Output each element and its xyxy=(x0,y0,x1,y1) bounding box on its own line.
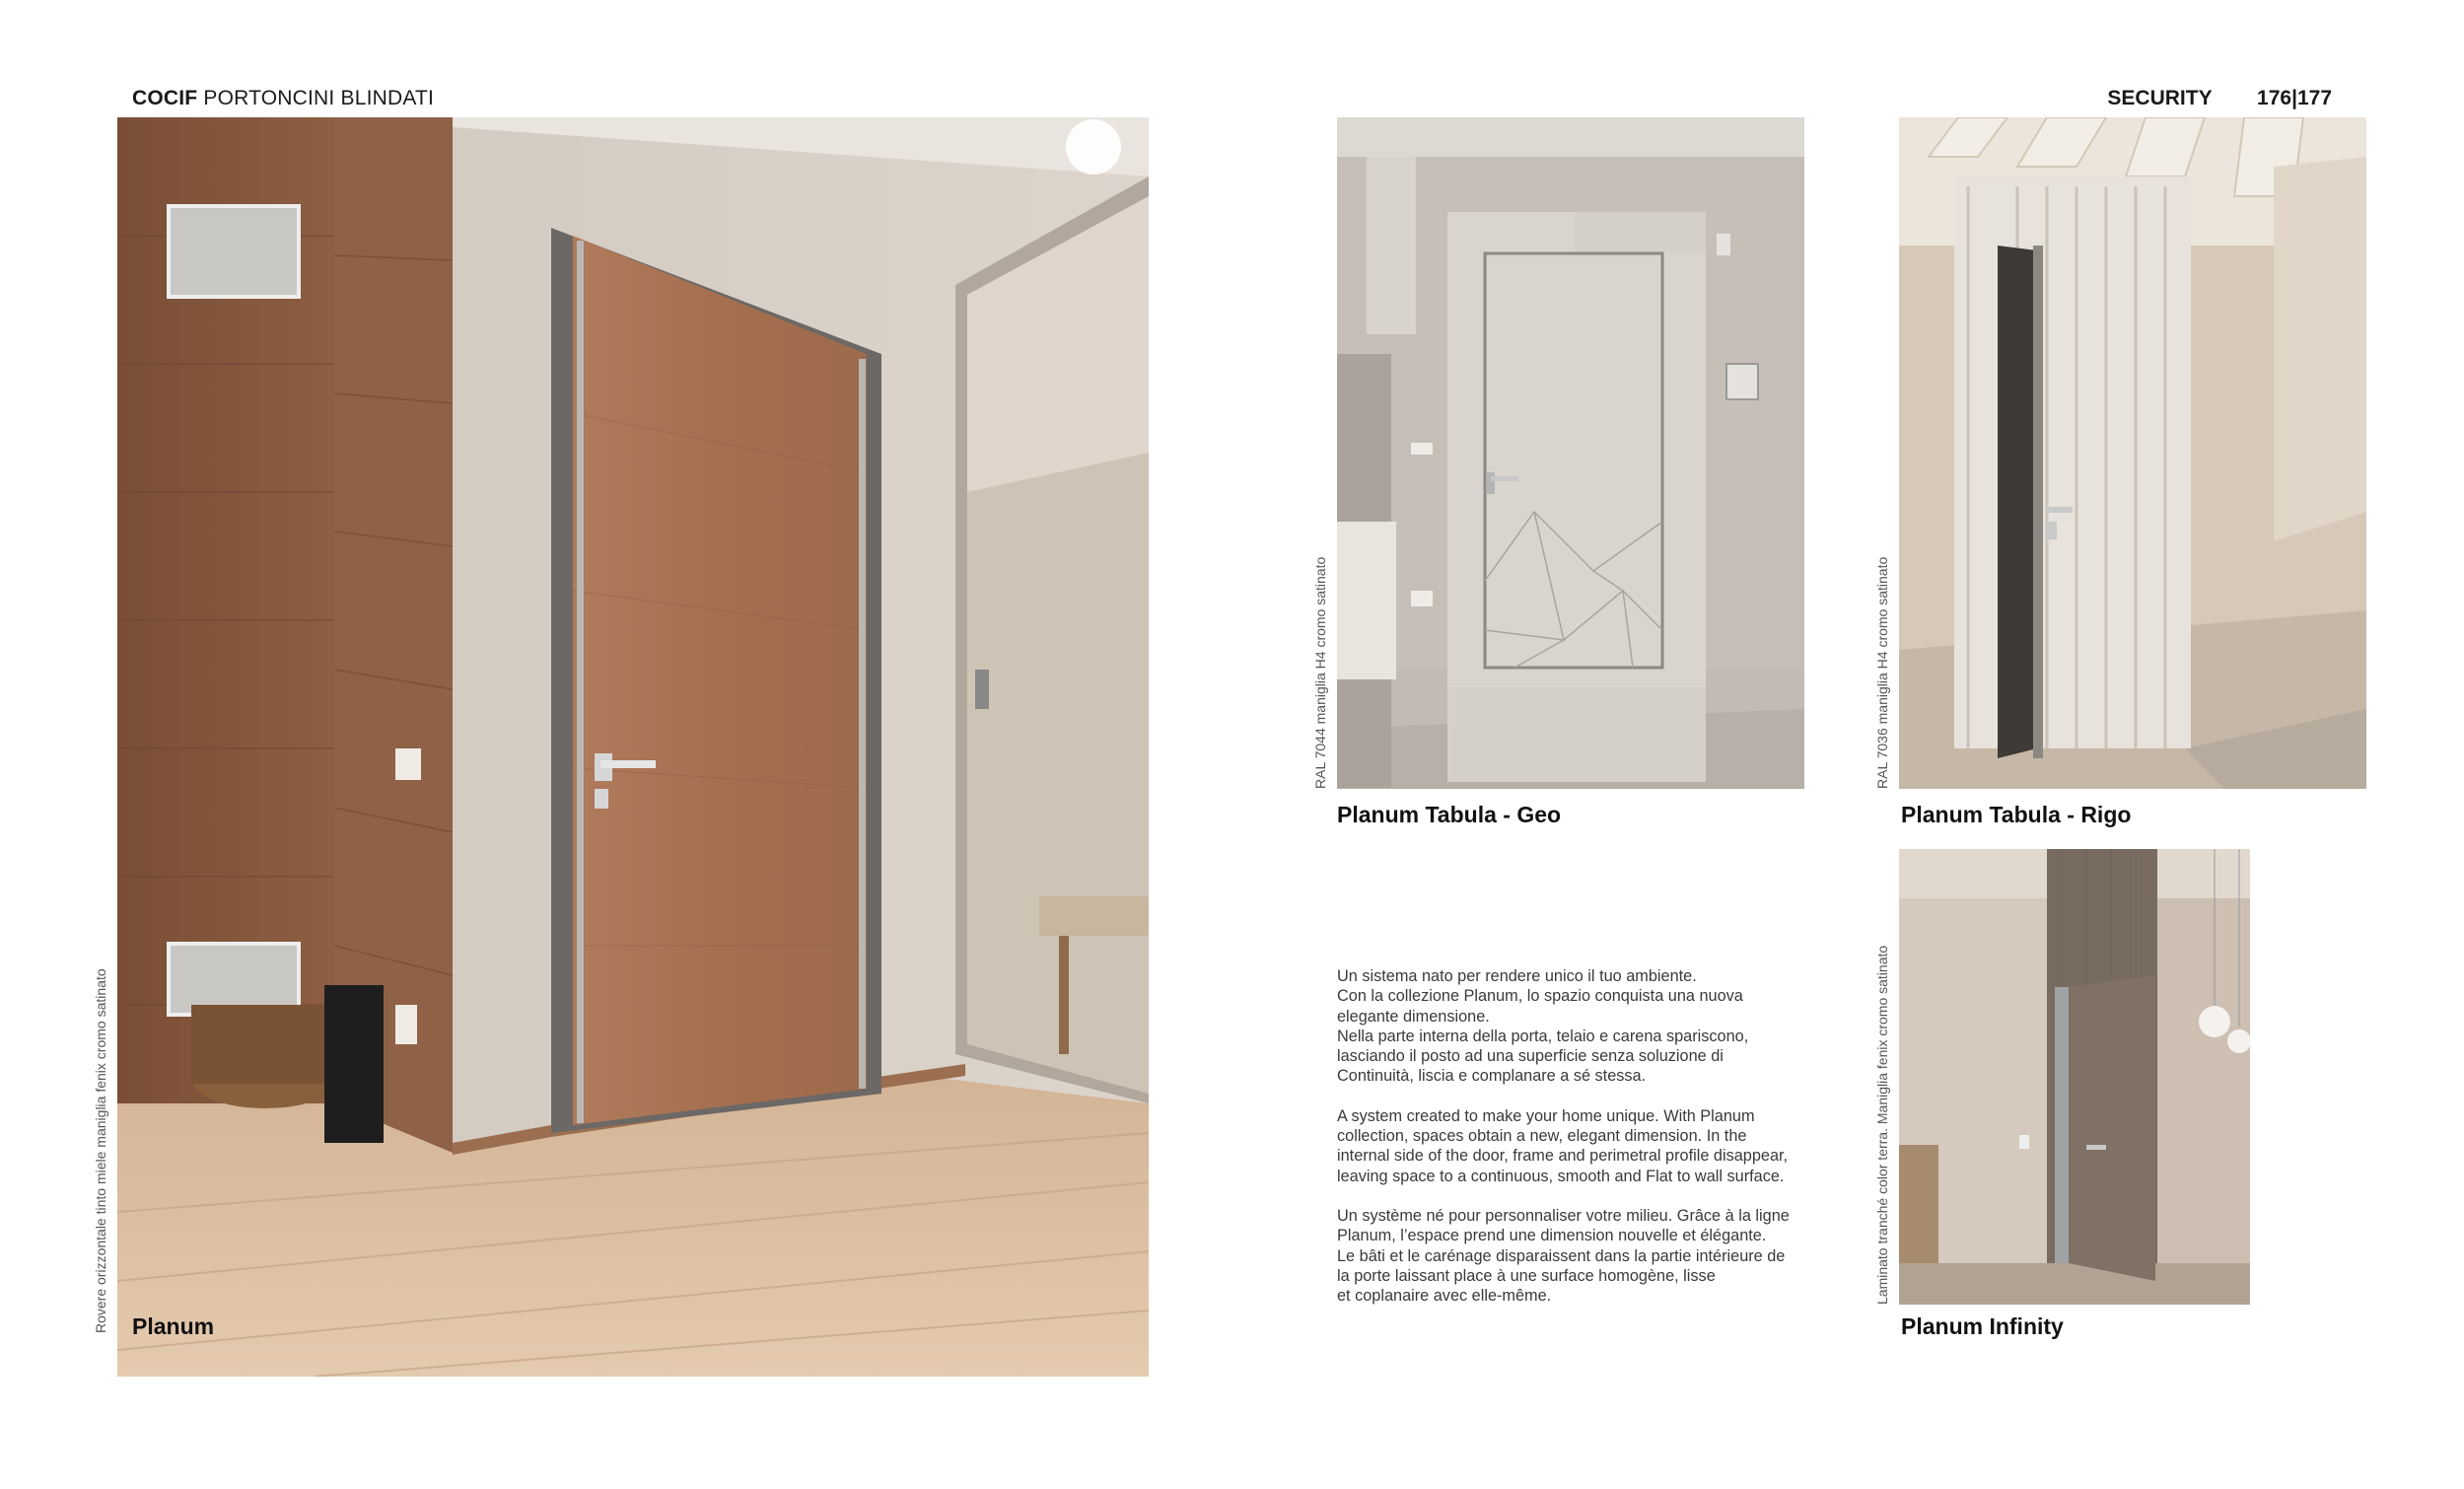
photo-planum-tabula-rigo xyxy=(1899,117,2366,789)
page-header-right xyxy=(2107,87,2332,110)
brand-name: COCIF xyxy=(132,87,198,109)
page-numbers: 176|177 xyxy=(2257,87,2332,109)
description-block xyxy=(1337,966,1830,1325)
photo-planum-tabula-geo xyxy=(1337,117,1804,789)
section-title: SECURITY xyxy=(2107,87,2213,109)
description-italian: Un sistema nato per rendere unico il tuo ambiente. Con la collezione Planum, lo spazio conquista una nuova elegante dimensione. Nella parte interna della porta, telaio e carena spariscono, lasciando il posto ad una superficie senza soluzione di Continuità, liscia e complanare a sé stessa. xyxy=(1337,967,1749,1086)
description-french: Un système né pour personnaliser votre milieu. Grâce à la ligne Planum, l’espace prend une dimension nouvelle et élégante. Le bâti et le carénage disparaissent dans la partie intérieure de la porte laissant place à une surface homogène, lisse et coplanaire avec elle-même. xyxy=(1337,1206,1790,1306)
photo-planum xyxy=(117,117,1149,1377)
finish-planum: Rovere orizzontale tinto miele maniglia fenix cromo satinato xyxy=(93,968,108,1333)
caption-planum-tabula-rigo: Planum Tabula - Rigo xyxy=(1901,802,2132,827)
page-header-left xyxy=(132,87,434,110)
catalog-subtitle: PORTONCINI BLINDATI xyxy=(203,87,435,109)
description-english: A system created to make your home unique. With Planum collection, spaces obtain a new, elegant dimension. In the internal side of the door, frame and perimetral profile disappear, leaving space to a continuous, smooth and Flat to wall surface. xyxy=(1337,1106,1789,1185)
caption-planum-tabula-geo: Planum Tabula - Geo xyxy=(1337,802,1562,827)
photo-planum-infinity xyxy=(1899,849,2250,1305)
caption-planum: Planum xyxy=(132,1313,215,1339)
finish-planum-infinity: Laminato tranché color terra. Maniglia fenix cromo satinato xyxy=(1874,945,1890,1305)
finish-planum-tabula-geo: RAL 7044 maniglia H4 cromo satinato xyxy=(1312,556,1328,789)
finish-planum-tabula-rigo: RAL 7036 maniglia H4 cromo satinato xyxy=(1874,556,1890,789)
caption-planum-infinity: Planum Infinity xyxy=(1901,1313,2064,1339)
